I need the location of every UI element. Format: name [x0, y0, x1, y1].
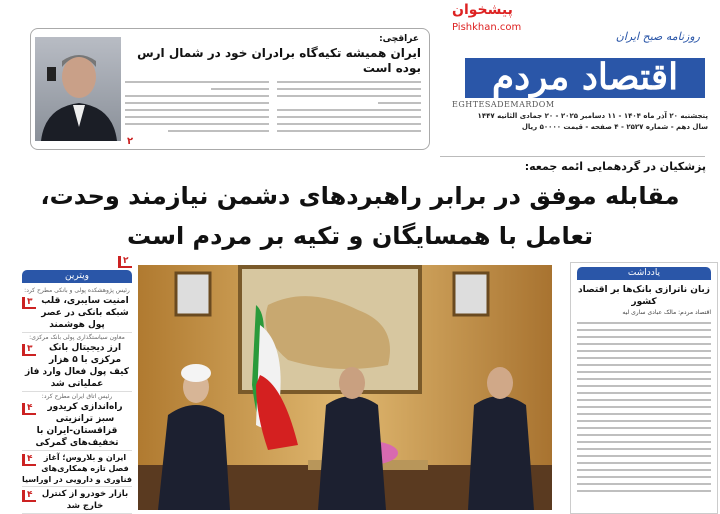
item-title: ایران و بلاروس؛ آغاز فصل تازه همکاری‌های فناوری و دارویی در اوراسیا: [22, 453, 132, 484]
list-item[interactable]: [22, 451, 132, 487]
page-ref: ۳: [22, 297, 36, 309]
editorial-body: [577, 322, 711, 492]
editorial-headline[interactable]: زبان ناترازی بانک‌ها بر اقتصاد کشور: [578, 285, 710, 307]
list-item[interactable]: [22, 487, 132, 514]
portrait-photo: [35, 37, 121, 141]
page-ref: ۴: [22, 454, 36, 466]
newspaper-logo: اقتصاد مردم: [491, 56, 679, 98]
latin-name: EGHTESADEMARDOM: [452, 100, 555, 109]
item-title: ارز دیجیتال بانک مرکزی با ۵ هزار کیف پول فعال وارد فاز عملیاتی شد: [24, 343, 130, 389]
item-kicker: رئیس پژوهشکده پولی و بانکی مطرح کرد:: [24, 287, 130, 294]
top-story-headline[interactable]: ایران همیشه تکیه‌گاه برادران خود در شمال ارس بوده است: [137, 46, 421, 75]
page-ref: ۲: [118, 256, 132, 268]
editorial-column: [570, 262, 718, 514]
section-header: ویترین: [22, 270, 132, 283]
main-headline-line: مقابله موفق در برابر راهبردهای دشمن نیازمند وحدت،: [40, 182, 680, 210]
watermark-url: Pishkhan.com: [452, 22, 522, 33]
top-story-body: [125, 81, 421, 141]
page-ref: ۲: [127, 136, 134, 147]
main-kicker: پزشکیان در گردهمایی ائمه جمعه:: [524, 160, 706, 173]
list-item[interactable]: [22, 333, 132, 392]
item-title: امنیت سایبری، قلب شبکه بانکی در عصر پول هوشمند: [41, 296, 129, 330]
main-photo: [138, 265, 552, 510]
item-title: بازار خودرو از کنترل خارج شد: [41, 489, 129, 511]
page-ref: ۴: [22, 403, 36, 415]
masthead-info: [452, 100, 708, 132]
date-line: پنجشنبه ۲۰ آذر ماه ۱۴۰۴ - ۱۱ دسامبر ۲۰۲۵ - ۲۰ جمادی الثانیه ۱۴۴۷: [477, 112, 708, 120]
page-ref: ۳: [22, 344, 36, 356]
showcase-column: [22, 256, 132, 514]
section-header: یادداشت: [577, 267, 711, 280]
list-item[interactable]: [22, 286, 132, 333]
list-item[interactable]: [22, 392, 132, 451]
editorial-author: اقتصاد مردم: مالک عبادی ساری لیه: [622, 309, 711, 316]
top-story-box[interactable]: [30, 28, 430, 150]
item-kicker: رئیس اتاق ایران مطرح کرد:: [41, 393, 113, 400]
watermark: پیشخوان: [452, 2, 513, 18]
masthead: [440, 0, 720, 158]
item-title: راه‌اندازی کریدور سبز ترانزیتی قزاقستان-ایران با تخفیف‌های گمرکی: [35, 402, 123, 448]
page-ref: ۴: [22, 490, 36, 502]
top-story-kicker: عراقچی:: [379, 34, 419, 44]
divider: [440, 156, 705, 157]
issue-line: سال دهم - شماره ۲۵۲۷ - ۴ صفحه - قیمت ۵۰۰۰۰ ریال: [521, 123, 708, 131]
tagline: روزنامه صبح ایران: [615, 30, 700, 43]
main-headline[interactable]: [10, 176, 710, 256]
main-headline-line: تعامل با همسایگان و تکیه بر مردم است: [126, 222, 594, 250]
item-kicker: معاون سیاستگذاری پولی بانک مرکزی:: [29, 334, 125, 341]
